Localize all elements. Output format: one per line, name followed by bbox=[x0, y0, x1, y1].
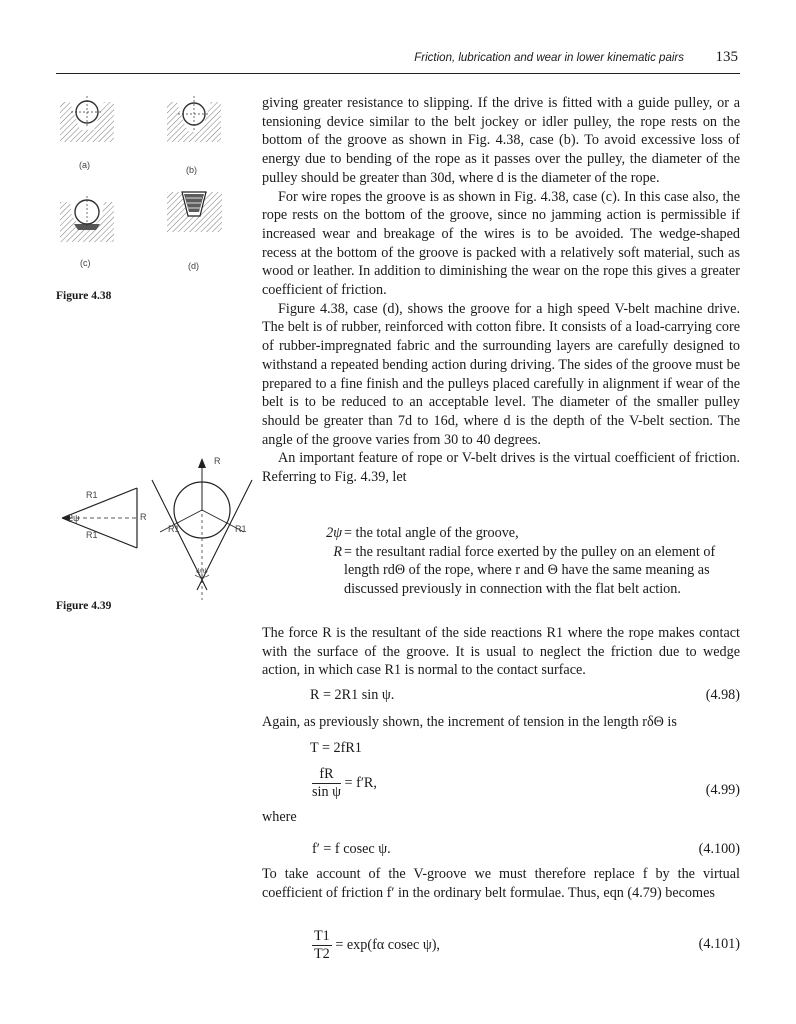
fig439-psi: ψ|ψ bbox=[196, 568, 208, 575]
equation-4-100: f′ = f cosec ψ. bbox=[312, 841, 391, 857]
page-header bbox=[0, 49, 740, 72]
figure-4-39-drawing bbox=[52, 440, 262, 600]
paragraph-force: The force R is the resultant of the side reactions R1 where the rope makes contact with the surface of the groove. It is usual to neglect the friction due to wedge action, in which case R1 is normal to the contact surface. bbox=[262, 625, 740, 679]
definitions-list bbox=[310, 524, 740, 599]
equation-rest: = exp(fα cosec ψ), bbox=[335, 936, 440, 953]
definition-text: = the total angle of the groove, bbox=[344, 525, 519, 541]
definition-item bbox=[310, 524, 740, 543]
running-title: Friction, lubrication and wear in lower kinematic pairs bbox=[414, 52, 684, 64]
paragraph-account: To take account of the V-groove we must therefore replace f by the virtual coefficient of friction f′ in the ordinary belt formulae. Thus, eqn (4.79) becomes bbox=[262, 866, 740, 901]
fraction-numerator: fR bbox=[312, 766, 341, 784]
fig439-r1-bottom: R1 bbox=[86, 530, 98, 540]
paragraph-again: Again, as previously shown, the increment of tension in the length rδΘ is bbox=[262, 714, 677, 730]
fig439-r1-top: R1 bbox=[86, 490, 98, 500]
equation-T: T = 2fR1 bbox=[310, 740, 362, 756]
fig438-label-c: (c) bbox=[80, 258, 91, 268]
page-number: 135 bbox=[715, 49, 738, 65]
equation-number-4-101: (4.101) bbox=[698, 936, 740, 952]
fig439-r-arrow: R bbox=[214, 456, 221, 466]
fig439-r-left: R bbox=[140, 512, 147, 522]
equation-number-4-100: (4.100) bbox=[698, 841, 740, 857]
equation-4-98: R = 2R1 sin ψ. bbox=[310, 687, 395, 703]
figure-4-39-caption: Figure 4.39 bbox=[56, 600, 112, 612]
fraction-numerator: T1 bbox=[314, 928, 330, 944]
paragraph-3: Figure 4.38, case (d), shows the groove for a high speed V-belt machine drive. The belt is of rubber, reinforced with cotton fibre. It consists of a load-carrying core of rubber-impregnated fabric and the surrounding layers are carefully designed to withstand a repeated bending action during driving. The sides of the groove must be prepared to a fine finish and the pulleys placed carefully in alignment if wear of the belt is to be reduced to an acceptable level. The diameter of the smaller pulley should be greater than 7d to 16d, where d is the depth of the V-belt section. The angle of the groove varies from 30 to 40 degrees. bbox=[262, 300, 740, 448]
fig439-angle: 2ψ bbox=[68, 513, 80, 523]
fraction-denominator: T2 bbox=[314, 946, 330, 962]
groove-d-icon bbox=[167, 192, 222, 232]
equation-number-4-99: (4.99) bbox=[705, 782, 740, 798]
groove-b-icon bbox=[167, 96, 221, 142]
fig438-label-a: (a) bbox=[79, 160, 90, 170]
paragraph-force-block bbox=[262, 624, 740, 680]
fraction-denominator: sin ψ bbox=[312, 784, 341, 800]
equation-rest: = f′R, bbox=[344, 774, 377, 791]
paragraph-again-block bbox=[262, 713, 740, 732]
fig438-label-d: (d) bbox=[188, 261, 199, 271]
definition-text: = the resultant radial force exerted by the pulley on an element of length rdΘ of the rope, where r and Θ have the same meaning as discussed previously in connection with the flat belt action. bbox=[344, 543, 716, 598]
definition-symbol: R bbox=[333, 543, 342, 560]
definition-item bbox=[310, 543, 740, 599]
equation-4-99 bbox=[312, 766, 377, 801]
paragraph-4: An important feature of rope or V-belt drives is the virtual coefficient of friction. Referring to Fig. 4.39, let bbox=[262, 450, 740, 486]
definition-symbol: 2ψ bbox=[326, 525, 342, 541]
fraction bbox=[312, 766, 341, 801]
groove-a-icon bbox=[60, 96, 114, 142]
paragraph-1: giving greater resistance to slipping. If the drive is fitted with a guide pulley, or a tensioning device similar to the belt jockey or idler pulley, the rope rests on the bottom of the groove as shown in Fig. 4.38, case (b). To avoid excessive loss of energy due to bending of the rope as it passes over the pulley, the diameter of the pulley should be greater than 30d, where d is the diameter of the rope. bbox=[262, 95, 740, 186]
header-rule bbox=[56, 73, 740, 74]
where-label: where bbox=[262, 809, 297, 825]
fig439-r1-right2: R1 bbox=[235, 524, 247, 534]
groove-c-icon bbox=[60, 196, 114, 242]
equation-4-101 bbox=[312, 928, 440, 963]
figure-4-38-caption: Figure 4.38 bbox=[56, 290, 112, 302]
fig438-label-b: (b) bbox=[186, 165, 197, 175]
equation-number-4-98: (4.98) bbox=[705, 687, 740, 703]
fig439-r1-left2: R1 bbox=[168, 524, 180, 534]
body-text bbox=[262, 94, 740, 487]
fraction bbox=[312, 928, 332, 963]
paragraph-2: For wire ropes the groove is as shown in Fig. 4.38, case (c). In this case also, the rope rests on the bottom of the groove, since no jamming action is permissible if increased wear and breakage of the wires is to be avoided. The wedge-shaped recess at the bottom of the groove is packed with a relatively soft material, such as wood or leather. In addition to diminishing the wear on the rope this gives a greater coefficient of friction. bbox=[262, 188, 740, 299]
paragraph-account-block bbox=[262, 865, 740, 902]
